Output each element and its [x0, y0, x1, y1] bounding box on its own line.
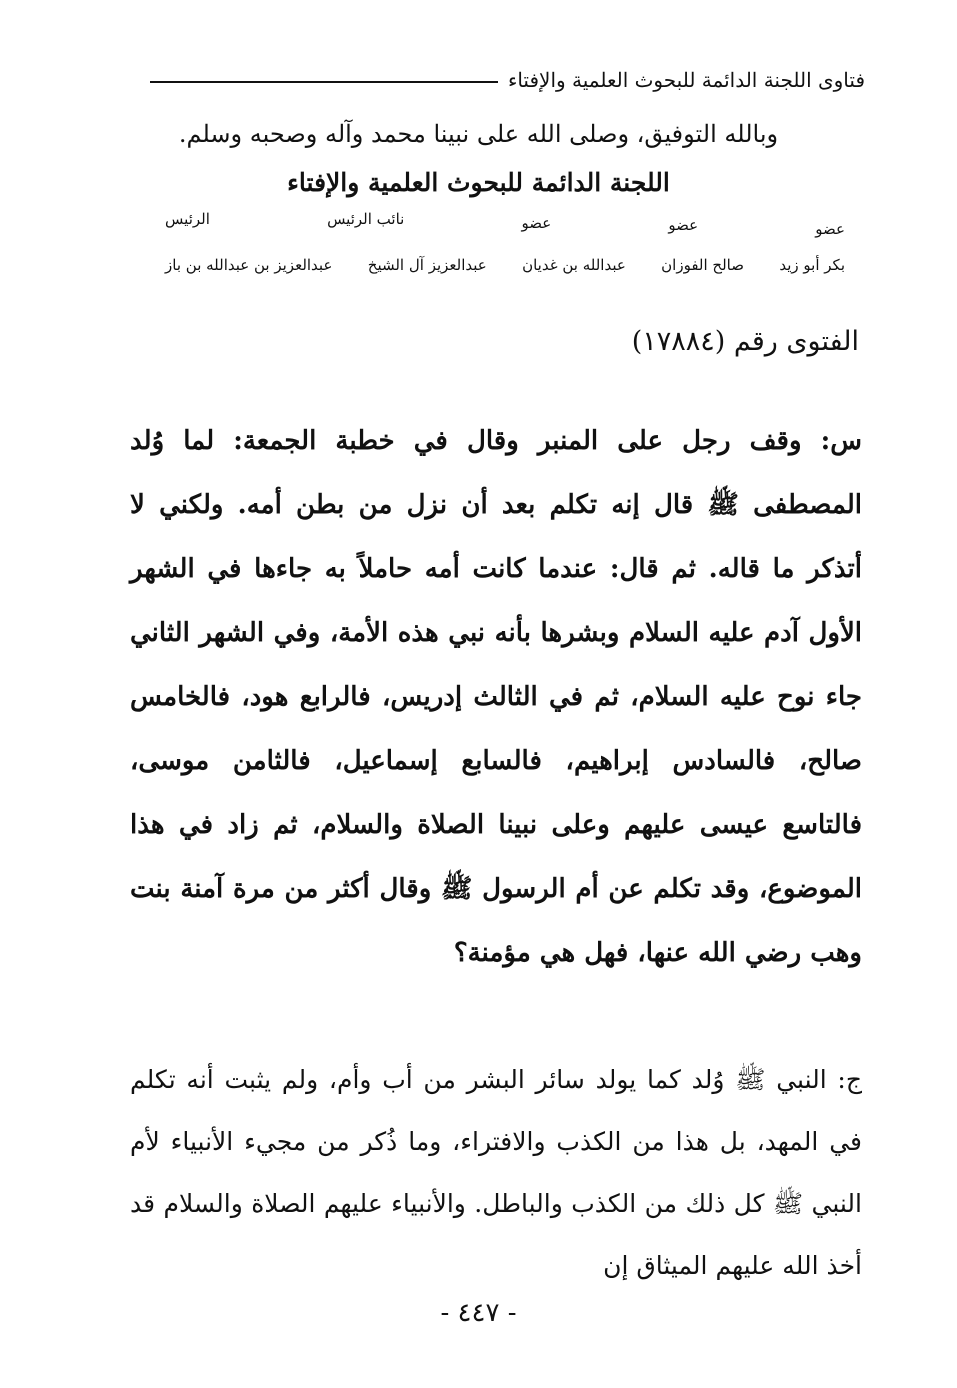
signatory-roles: [165, 210, 845, 238]
header-rule: [150, 81, 498, 83]
signatory-names: [165, 256, 845, 274]
signatory-name: صالح الفوزان: [661, 256, 744, 274]
committee-name: اللجنة الدائمة للبحوث العلمية والإفتاء: [287, 168, 670, 197]
signatory-role: الرئيس: [165, 210, 210, 228]
answer-paragraph: ج: النبي ﷺ وُلد كما يولد سائر البشر من أب وأم، ولم يثبت أنه تكلم في المهد، بل هذا من الكذب والافتراء، وما ذُكر من مجيء الأنبياء لأم النبي ﷺ كل ذلك من الكذب والباطل. والأنبياء عليهم الصلاة والسلام قد أخذ الله عليهم الميثاق إن: [130, 1065, 862, 1280]
signatory-role: نائب الرئيس: [327, 210, 405, 228]
signatory-name: عبدالعزيز آل الشيخ: [367, 256, 487, 274]
page-number: - ٤٤٧ -: [440, 1298, 517, 1328]
closing-line: وبالله التوفيق، وصلى الله على نبينا محمد وآله وصحبه وسلم.: [178, 120, 779, 148]
signatory-role: عضو: [521, 214, 552, 232]
fatwa-number: الفتوى رقم (١٧٨٨٤): [631, 326, 859, 357]
signatory-role: عضو: [815, 220, 845, 238]
question-paragraph: س: وقف رجل على المنبر وقال في خطبة الجمعة: لما وُلد المصطفى ﷺ قال إنه تكلم بعد أن نزل من بطن أمه. ولكني لا أتذكر ما قاله. ثم قال: عندما كانت أمه حاملاً به جاءها في الشهر الأول آدم عليه السلام وبشرها بأنه نبي هذه الأمة، وفي الشهر الثاني جاء نوح عليه السلام، ثم في الثالث إدريس، فالرابع هود، فالخامس صالح، فالسادس إبراهيم، فالسابع إسماعيل، فالثامن موسى، فالتاسع عيسى عليهم وعلى نبينا الصلاة والسلام، ثم زاد في هذا الموضوع، وقد تكلم عن أم الرسول ﷺ وقال أكثر من مرة آمنة بنت وهب رضي الله عنها، فهل هي مؤمنة؟: [130, 426, 862, 968]
signatory-role: عضو: [668, 216, 699, 234]
signatory-name: عبدالعزيز بن عبدالله بن باز: [165, 256, 333, 274]
signatory-name: بكر أبو زيد: [779, 256, 845, 274]
signatory-name: عبدالله بن غديان: [522, 256, 626, 274]
running-title: فتاوى اللجنة الدائمة للبحوث العلمية والإفتاء: [507, 68, 865, 92]
running-header: [150, 68, 865, 92]
